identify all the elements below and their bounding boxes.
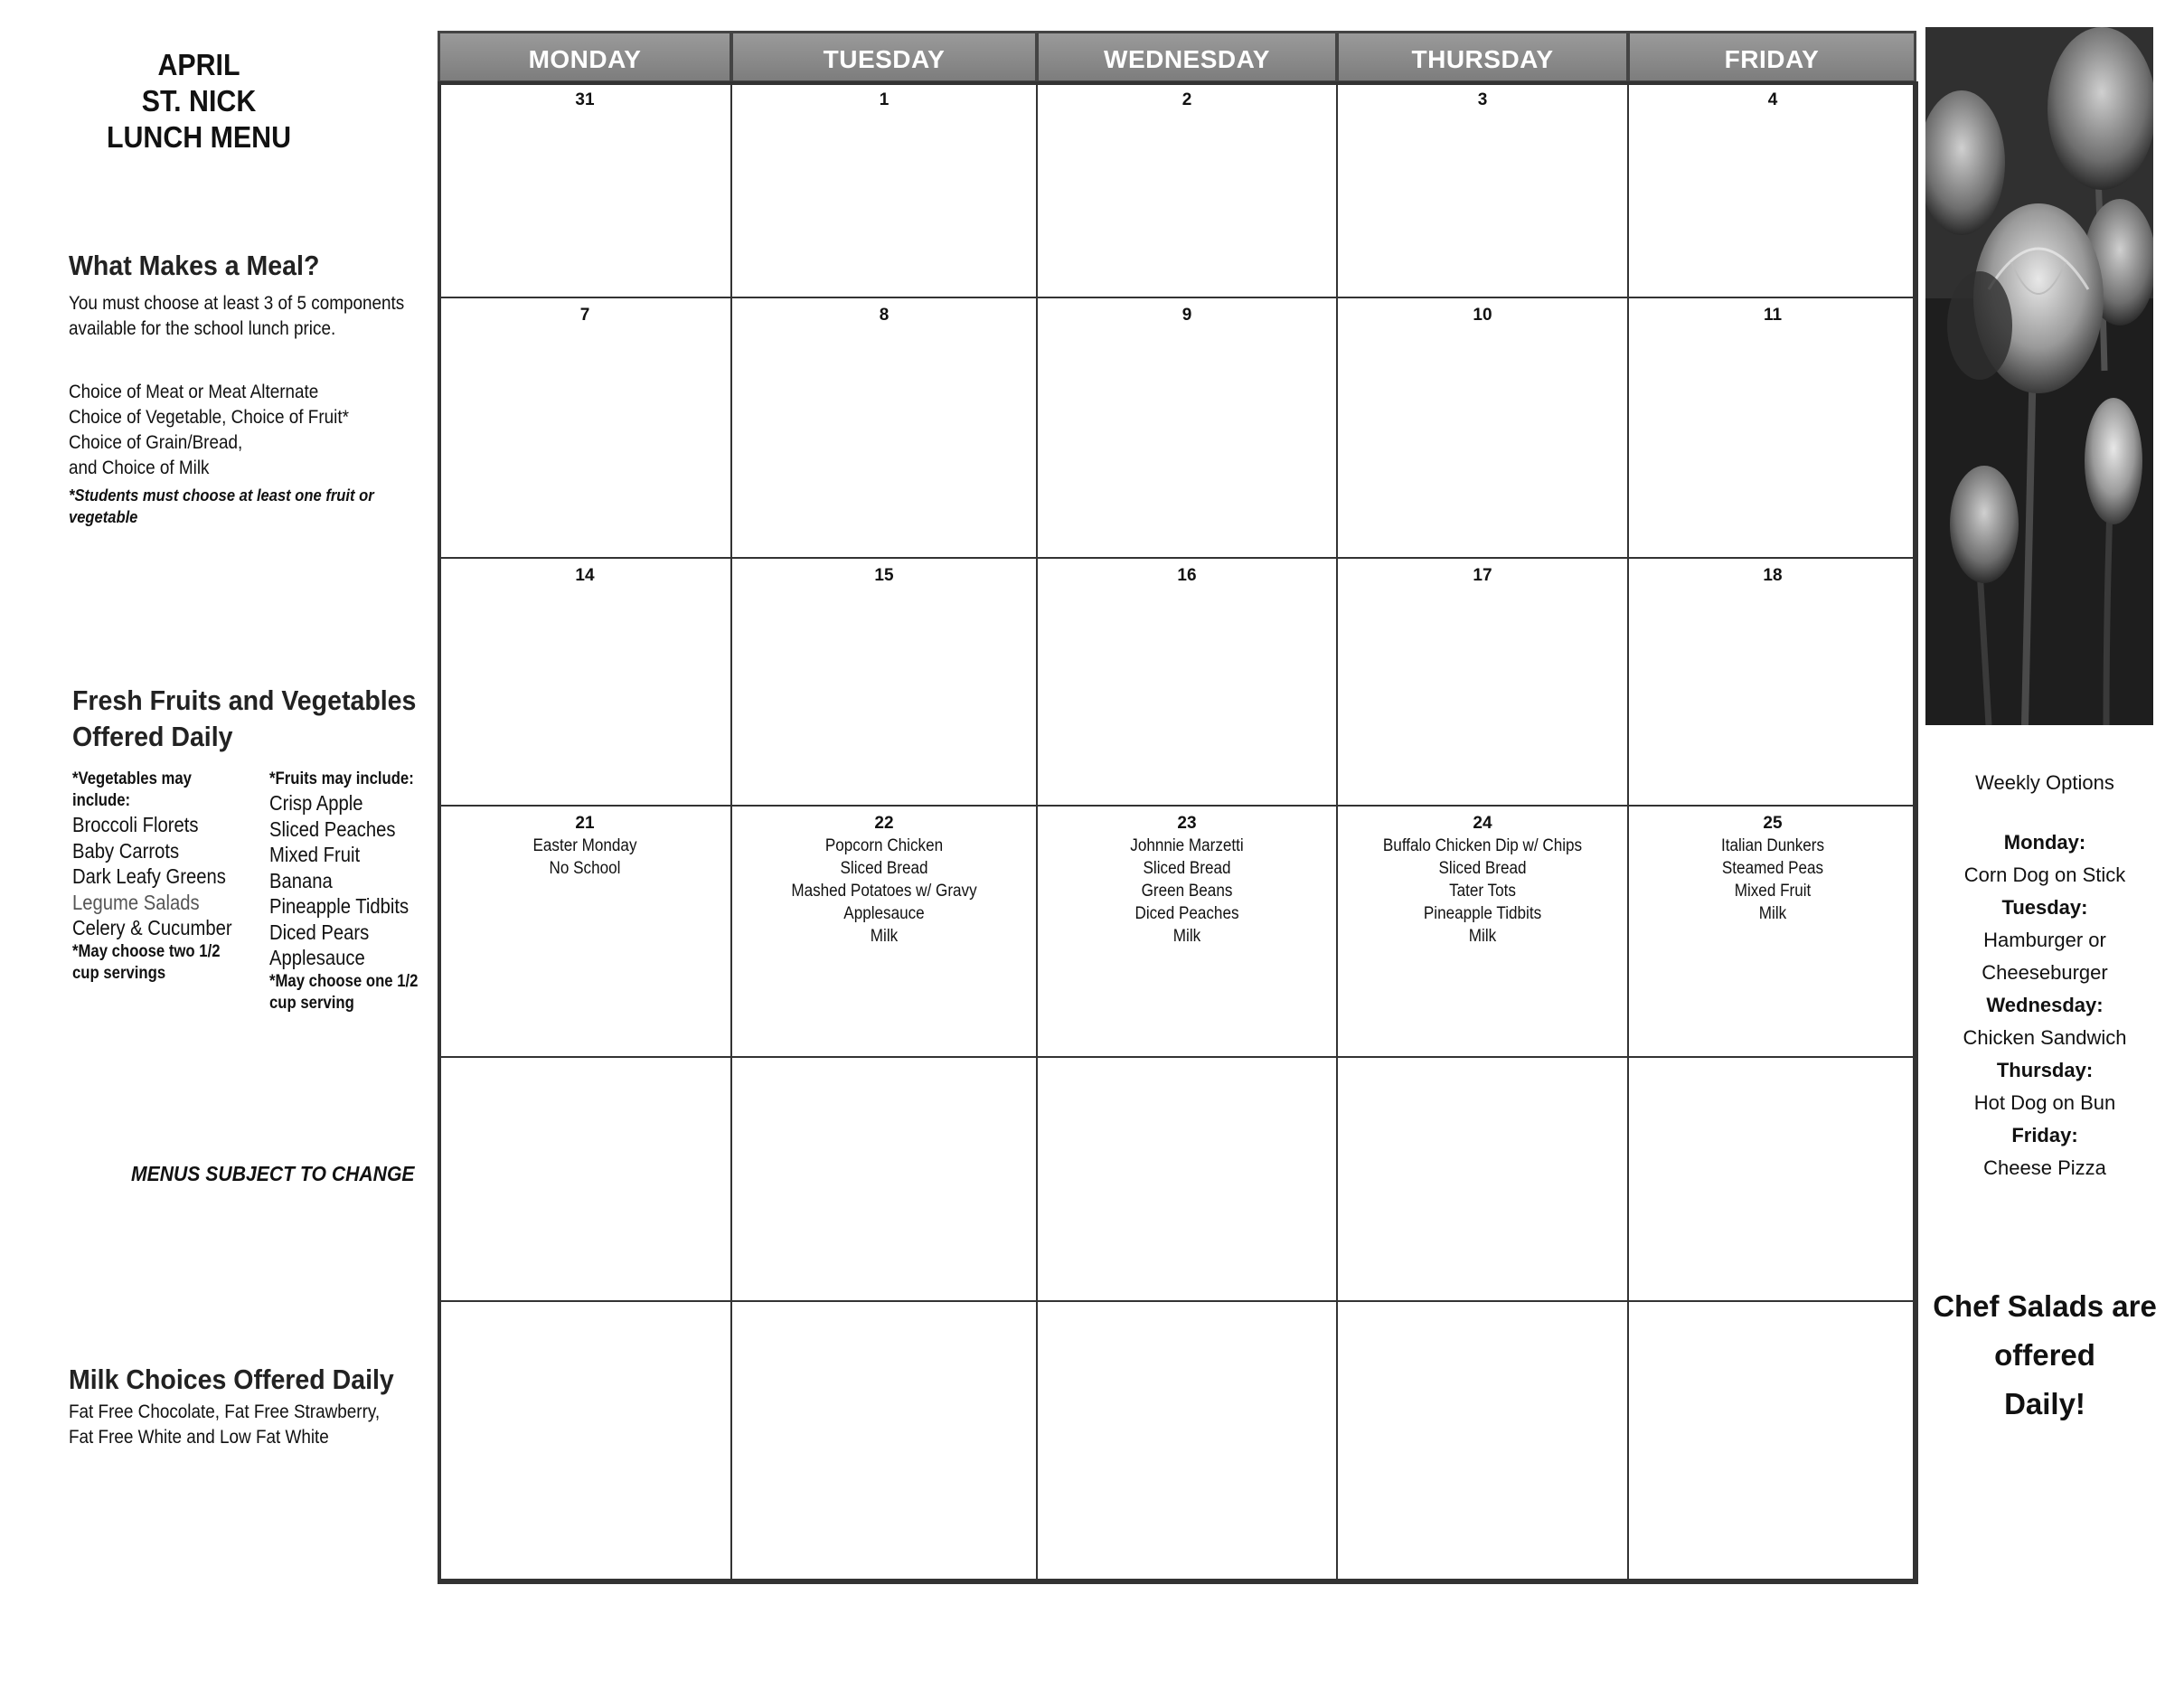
fruits-header: *Fruits may include: (269, 769, 414, 788)
title-month: APRIL (157, 48, 240, 81)
chef-line: Daily! (2004, 1387, 2085, 1420)
day-cell (1036, 805, 1338, 1058)
list-item: Mixed Fruit (269, 843, 361, 866)
chef-line: Chef Salads are (1933, 1289, 2157, 1323)
day-number: 24 (1473, 814, 1492, 833)
day-number: 21 (575, 814, 595, 833)
weekly-item: Corn Dog on Stick (1963, 863, 2126, 886)
day-cell (438, 297, 732, 559)
milk-choices (69, 1400, 427, 1450)
menu-item: Milk (1758, 904, 1787, 923)
day-cell (1336, 1300, 1629, 1584)
day-number: 22 (874, 814, 894, 833)
menu-item: Milk (870, 927, 899, 946)
calendar-grid (438, 31, 1916, 1582)
header-friday: FRIDAY (1627, 31, 1916, 83)
day-cell (730, 557, 1038, 807)
meal-note: *Students must choose at least one fruit or vegetable (69, 486, 374, 526)
meal-heading: What Makes a Meal? (69, 250, 320, 281)
day-cell (1627, 81, 1918, 298)
day-cell (438, 1056, 732, 1302)
menu-item: Applesauce (843, 904, 925, 923)
day-number: 4 (1767, 90, 1778, 109)
weekly-item: Hot Dog on Bun (1973, 1091, 2116, 1114)
list-item: Banana (269, 868, 333, 892)
menu-item: Sliced Bread (1438, 859, 1527, 878)
weekly-day: Wednesday: (1986, 994, 2104, 1016)
page-title (90, 47, 306, 156)
header-monday: MONDAY (438, 31, 732, 83)
list-item: Dark Leafy Greens (72, 864, 226, 888)
day-number: 11 (1763, 306, 1783, 325)
day-number: 2 (1181, 90, 1192, 109)
menu-item: Popcorn Chicken (824, 836, 944, 855)
milk-line: Fat Free Chocolate, Fat Free Strawberry, (69, 1401, 381, 1422)
day-cell (1036, 557, 1338, 807)
day-number: 25 (1763, 814, 1783, 833)
list-item: Sliced Peaches (269, 816, 396, 841)
day-cell (438, 557, 732, 807)
day-number: 7 (579, 306, 590, 325)
weekly-day: Monday: (2003, 831, 2086, 854)
menus-subject-to-change: MENUS SUBJECT TO CHANGE (131, 1162, 415, 1185)
fruits-list (269, 769, 428, 1014)
menu-item: Green Beans (1141, 882, 1233, 901)
weekly-options (1925, 767, 2164, 1184)
list-item: Celery & Cucumber (72, 916, 232, 939)
list-item: Diced Pears (269, 920, 370, 944)
list-item: Broccoli Florets (72, 813, 199, 836)
milk-heading: Milk Choices Offered Daily (69, 1363, 394, 1395)
day-cell (1336, 805, 1629, 1058)
fruits-note: *May choose one 1/2 cup serving (269, 971, 419, 1013)
day-cell (730, 805, 1038, 1058)
menu-item: Buffalo Chicken Dip w/ Chips (1382, 836, 1583, 855)
weekly-options-title: Weekly Options (1975, 771, 2114, 794)
day-cell (730, 297, 1038, 559)
day-cell (1336, 297, 1629, 559)
day-number: 14 (575, 566, 595, 585)
menu-item: Sliced Bread (840, 859, 928, 878)
day-number: 16 (1177, 566, 1197, 585)
header-wednesday: WEDNESDAY (1036, 31, 1338, 83)
title-school: ST. NICK (141, 84, 257, 118)
menu-item: Easter Monday (532, 836, 637, 855)
meal-line: and Choice of Milk (69, 458, 210, 478)
day-cell (1036, 297, 1338, 559)
fresh-heading (72, 683, 416, 755)
menu-item: Diced Peaches (1134, 904, 1239, 923)
chef-salads-notice (1925, 1282, 2164, 1429)
list-item: Applesauce (269, 946, 365, 969)
day-cell (1036, 81, 1338, 298)
day-number: 1 (879, 90, 890, 109)
day-cell (1627, 1056, 1918, 1302)
day-cell (438, 805, 732, 1058)
day-number: 18 (1763, 566, 1783, 585)
menu-item: Milk (1468, 927, 1497, 946)
day-number: 15 (874, 566, 894, 585)
day-cell (730, 81, 1038, 298)
list-item: Baby Carrots (72, 838, 180, 863)
day-number: 17 (1473, 566, 1492, 585)
header-tuesday: TUESDAY (730, 31, 1038, 83)
meal-intro: You must choose at least 3 of 5 components available for the school lunch price. (69, 293, 405, 339)
menu-item: No School (549, 859, 621, 878)
menu-item: Sliced Bread (1143, 859, 1231, 878)
day-cell (1336, 81, 1629, 298)
title-menu: LUNCH MENU (106, 120, 292, 154)
menu-item: Pineapple Tidbits (1423, 904, 1542, 923)
menu-item: Italian Dunkers (1720, 836, 1825, 855)
vegetables-header: *Vegetables may include: (72, 769, 192, 810)
day-number: 10 (1473, 306, 1492, 325)
day-cell (1336, 557, 1629, 807)
menu-item: Steamed Peas (1721, 859, 1824, 878)
weekly-item: Chicken Sandwich (1963, 1026, 2127, 1049)
header-thursday: THURSDAY (1336, 31, 1629, 83)
day-cell (1036, 1056, 1338, 1302)
menu-item: Milk (1172, 927, 1201, 946)
menu-item: Johnnie Marzetti (1130, 836, 1244, 855)
tulip-image-icon (1925, 27, 2153, 725)
list-item: Pineapple Tidbits (269, 894, 410, 918)
day-number: 23 (1177, 814, 1197, 833)
weekly-day: Friday: (2011, 1124, 2078, 1146)
meal-line: Choice of Vegetable, Choice of Fruit* (69, 407, 349, 428)
menu-item: Tater Tots (1449, 882, 1516, 901)
day-cell (1336, 1056, 1629, 1302)
day-cell (1627, 557, 1918, 807)
day-cell (1627, 1300, 1918, 1584)
weekly-day: Thursday: (1996, 1059, 2094, 1081)
day-cell (730, 1056, 1038, 1302)
weekly-item: Hamburger or Cheeseburger (1982, 929, 2108, 984)
menu-item: Mashed Potatoes w/ Gravy (791, 882, 977, 901)
vegetables-note: *May choose two 1/2 cup servings (72, 941, 221, 983)
day-cell (1627, 297, 1918, 559)
chef-line: offered (1994, 1338, 2095, 1372)
vegetables-list (72, 769, 248, 985)
day-cell (438, 81, 732, 298)
day-cell (1627, 805, 1918, 1058)
menu-item: Mixed Fruit (1734, 882, 1812, 901)
meal-line: Choice of Meat or Meat Alternate (69, 382, 319, 402)
weekly-item: Cheese Pizza (1983, 1156, 2106, 1179)
list-item: Crisp Apple (269, 791, 363, 815)
fresh-heading-line: Fresh Fruits and Vegetables (72, 684, 417, 716)
list-item: Legume Salads (72, 890, 200, 914)
meal-line: Choice of Grain/Bread, (69, 432, 243, 453)
day-cell (1036, 1300, 1338, 1584)
day-number: 8 (879, 306, 890, 325)
tulips-photo (1925, 27, 2153, 725)
day-number: 31 (575, 90, 595, 109)
fresh-heading-line: Offered Daily (72, 721, 233, 752)
day-cell (730, 1300, 1038, 1584)
day-cell (438, 1300, 732, 1584)
day-number: 9 (1181, 306, 1192, 325)
meal-components (69, 380, 443, 481)
day-number: 3 (1477, 90, 1488, 109)
milk-line: Fat Free White and Low Fat White (69, 1427, 329, 1448)
weekly-day: Tuesday: (2001, 896, 2088, 919)
